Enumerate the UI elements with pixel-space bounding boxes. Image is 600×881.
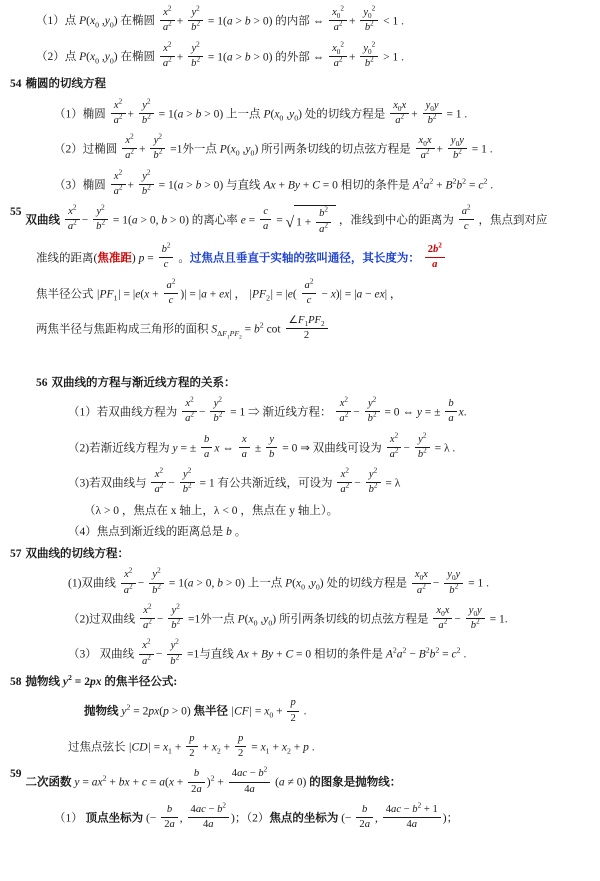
section-56-number: 56 [36,376,48,389]
latus-rectum-text: 过焦点且垂直于实轴的弦叫通径，其长度为： [189,252,420,265]
section-54-item-3: （3）椭圆 $\frac{x^2}{a^2}$ + $\frac{y^2}{b^2}$ = 1(a > b > 0) 与直线 Ax + By + C = 0 相切的条件是 $A^2a^2 + B^2b^2 = c^2$ . [54,170,590,200]
section-56-item-1: （1）若双曲线方程为 $\frac{x^2}{a^2}$ − $\frac{y^2}{b^2}$ = 1 ⇒ 渐近线方程： $\frac{x^2}{a^2}$ − $\frac{y^2}{b^2}$ = 0 ⇔ y = ± $\frac{b}{a}$ x. [68,397,590,427]
bullet-ellipse-interior: （1）点 $P(x_0$ $,y_0$) 在椭圆 $\frac{x^2}{a^2}$ + $\frac{y^2}{b^2}$ = 1(a > b > 0) 的内部 ⇔ $\frac{x_0^2}{a^2}$ + $\frac{y_0^2}{b^2}$ < 1 . [36,6,590,36]
section-58-item-1: 抛物线 $y^2 = 2px(p > 0)$ 焦半径 $|CF| = x_0$ + $\frac{p}{2}$ . [84,696,590,726]
section-59-item-1: （1） 顶点坐标为 (− $\frac{b}{2a}$ , $\frac{4ac - b^2}{4a}$ )；（2）焦点的坐标为 (− $\frac{b}{2a}$ , $\frac{4ac - b^2 + 1}{4a}$ )； [54,803,590,833]
section-56-heading [36,376,590,392]
section-55-focal-radius: 焦半径公式 $|PF_1| = |e(x$ + $\frac{a^2}{c}$ )| = |a + ex| ， $|PF_2| = |e$( $\frac{a^2}{c}$ − x)| = |a − ex| ， [36,279,590,309]
section-57-number: 57 [10,547,22,560]
section-54-heading [10,77,590,93]
section-57-title: 双曲线的切线方程： [25,547,129,560]
section-56-item-5: （4）焦点到渐近线的距离总是 b 。 [68,526,247,539]
focal-directrix-label: 焦准距 [97,252,132,265]
section-57-item-3: （3） 双曲线 $\frac{x^2}{a^2}$ − $\frac{y^2}{b^2}$ =1与直线 Ax + By + C = 0 相切的条件是 $A^2a^2 - B^2b^2 = c^2$ . [68,639,590,669]
section-55-number: 55 [10,206,22,219]
section-57-heading [10,547,590,563]
section-57-item-2: （2)过双曲线 $\frac{x^2}{a^2}$ − $\frac{y^2}{b^2}$ =1外一点 $P(x_0$ $,y_0$) 所引两条切线的切点弦方程是 $\frac{x_0x}{a^2}$ − $\frac{y_0y}{b^2}$ = 1. [68,604,590,634]
section-54-item-1: （1）椭圆 $\frac{x^2}{a^2}$ + $\frac{y^2}{b^2}$ = 1(a > b > 0) 上一点 $P(x_0$ $,y_0$) 处的切线方程是 $\frac{x_0x}{a^2}$ + $\frac{y_0y}{b^2}$ = 1 . [54,99,590,129]
bullet-ellipse-exterior: （2）点 $P(x_0$ $,y_0$) 在椭圆 $\frac{x^2}{a^2}$ + $\frac{y^2}{b^2}$ = 1(a > b > 0) 的外部 ⇔ $\frac{x_0^2}{a^2}$ + $\frac{y_0^2}{b^2}$ > 1 . [36,42,590,72]
section-58-heading: 58 抛物线 $y^2 = 2px$ 的焦半径公式: [10,675,590,691]
section-54-item-2: （2）过椭圆 $\frac{x^2}{a^2}$ + $\frac{y^2}{b^2}$ =1外一点 $P(x_0$ $,y_0$) 所引两条切线的切点弦方程是 $\frac{x_0x}{a^2}$ + $\frac{y_0y}{b^2}$ = 1 . [54,134,590,164]
section-58-item-2: 过焦点弦长 $|CD| = x_1$ + $\frac{p}{2}$ + $x_2$ + $\frac{p}{2}$ = $x_1 + x_2 + p$ . [68,732,590,762]
section-56-title: 双曲线的方程与渐近线方程的关系： [51,376,236,389]
section-59-number: 59 [10,768,22,781]
section-54-number: 54 [10,78,22,91]
section-57-item-1: (1)双曲线 $\frac{x^2}{a^2}$ − $\frac{y^2}{b^2}$ = 1(a > 0, b > 0) 上一点 $P(x_0$ $,y_0$) 处的切线方程是 $\frac{x_0x}{a^2}$ − $\frac{y_0y}{b^2}$ = 1 . [68,568,590,598]
section-59-heading: 59 二次函数 $y = ax^2$ + bx + c = a(x + $\frac{b}{2a}$ )$^2$ + $\frac{4ac - b^2}{4a}$ (a ≠ 0) 的图象是抛物线： [10,767,590,797]
section-55-heading: 55 双曲线 $\frac{x^2}{a^2}$ − $\frac{y^2}{b^2}$ = 1(a > 0, b > 0) 的离心率 e = $\frac{c}{a}$ = √ 1 + $\frac{b^2}{a^2}$ ，准线到中心的距离为 $\frac{a^2}{c}$ ，焦点到对应 [10,205,590,237]
section-54-title: 椭圆的切线方程 [25,78,106,91]
section-55-focal-directrix: 准线的距离(焦准距) p = $\frac{b^2}{c}$ 。过焦点且垂直于实轴的弦叫通径，其长度为： $\frac{2b^2}{a}$ [36,243,590,273]
section-58-number: 58 [10,675,22,688]
section-56-item-3: （3)若双曲线与 $\frac{x^2}{a^2}$ − $\frac{y^2}{b^2}$ = 1 有公共渐近线，可设为 $\frac{x^2}{a^2}$ − $\frac{y^2}{b^2}$ = λ [68,468,590,498]
section-56-item-4: （λ > 0 ，焦点在 x 轴上，λ < 0 ，焦点在 y 轴上）。 [84,504,339,517]
section-56-item-2: （2)若渐近线方程为 y = ± $\frac{b}{a}$ x ⇔ $\frac{x}{a}$ ± $\frac{y}{b}$ = 0 ⇒ 双曲线可设为 $\frac{x^2}{a^2}$ − $\frac{y^2}{b^2}$ = λ . [68,433,590,463]
section-55-triangle-area: 两焦半径与焦距构成三角形的面积 $S_{\Delta F_1PF_2} = b^2$ cot $\frac{\angle F_1PF_2}{2}$ [36,314,590,344]
